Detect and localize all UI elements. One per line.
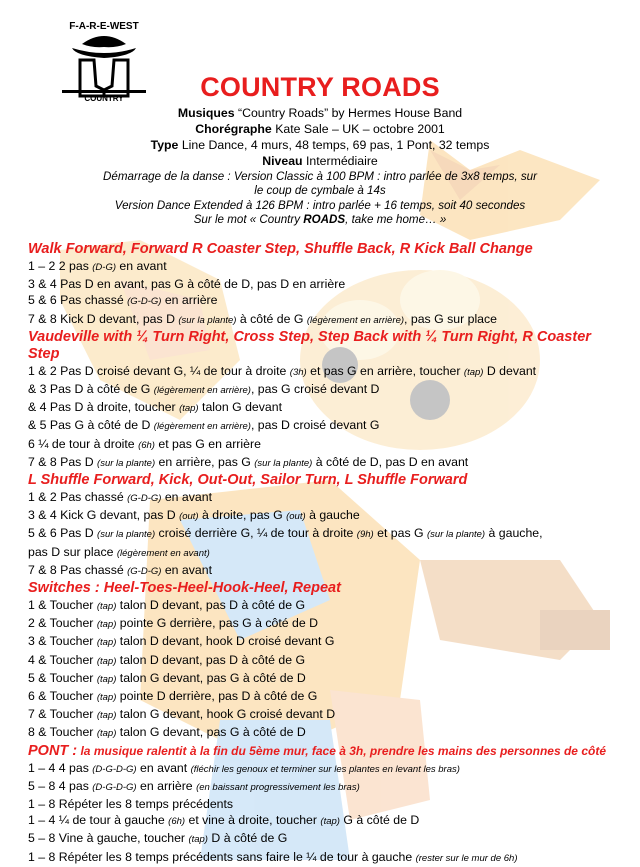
step-line: & 3 Pas D à côté de G (légèrement en arrière), pas G croisé devant D <box>28 382 380 397</box>
choreographer-label: Chorégraphe <box>195 122 272 136</box>
step-sheet <box>28 241 618 867</box>
choreographer-value: Kate Sale – UK – octobre 2001 <box>275 122 445 136</box>
step-line: 3 & 4 Pas D en avant, pas G à côté de D, pas D en arrière <box>28 277 346 292</box>
section-title: L Shuffle Forward, Kick, Out-Out, Sailor Turn, L Shuffle Forward <box>28 472 468 489</box>
level-value: Intermédiaire <box>305 154 378 168</box>
level-label: Niveau <box>262 154 303 168</box>
step-line: 7 & 8 Kick D devant, pas D (sur la plante) à côté de G (légèrement en arrière), pas G sur place <box>28 311 498 326</box>
type-value: Line Dance, 4 murs, 48 temps, 69 pas, 1 Pont, 32 temps <box>181 138 490 152</box>
start-info-3: Sur le mot « Country ROADS, take me home… » <box>193 213 447 226</box>
step-line: 3 & Toucher (tap) talon D devant, hook D croisé devant G <box>28 634 335 649</box>
start-info-1: Démarrage de la danse : Version Classic à 100 BPM : intro parlée de 3x8 temps, sur le coup de cymbale à 14s <box>103 170 537 197</box>
step-line: 5 – 8 4 pas (D-G-D-G) en arrière (en baissant progressivement les bras) <box>28 778 360 793</box>
step-line: 1 – 4 4 pas (D-G-D-G) en avant (fléchir les genoux et terminer sur les plantes en levant les bras) <box>28 760 460 775</box>
step-line: 1 & Toucher (tap) talon D devant, pas D à côté de G <box>28 598 306 613</box>
step-line: 5 & 6 Pas D (sur la plante) croisé derrière G, ¼ de tour à droite (9h) et pas G (sur la plante) à gauche, <box>28 526 543 541</box>
dance-title: COUNTRY ROADS <box>200 72 440 102</box>
step-line: & 5 Pas G à côté de D (légèrement en arrière), pas D croisé devant G <box>28 418 380 433</box>
section-title: Switches : Heel-Toes-Heel-Hook-Heel, Repeat <box>28 580 341 597</box>
logo-bottom-text: COUNTRY <box>84 94 124 102</box>
step-line: 1 – 8 Répéter les 8 temps précédents sans faire le ¼ de tour à gauche (rester sur le mur de 6h) <box>28 849 518 864</box>
step-line: 8 & Toucher (tap) talon G devant, pas G à côté de D <box>28 725 306 740</box>
step-line: 1 – 4 ¼ de tour à gauche (6h) et vine à droite, toucher (tap) G à côté de D <box>28 813 420 828</box>
step-line: 5 & 6 Pas chassé (G-D-G) en arrière <box>28 293 218 308</box>
logo-top-text: F-A-R-E-WEST <box>69 21 139 32</box>
step-line: 7 & 8 Pas chassé (G-D-G) en avant <box>28 562 213 577</box>
section-title: Walk Forward, Forward R Coaster Step, Shuffle Back, R Kick Ball Change <box>28 241 533 257</box>
section-title: PONT : la musique ralentit à la fin du 5ème mur, face à 3h, prendre les mains des personnes de côté <box>28 742 606 759</box>
step-line: 2 & Toucher (tap) pointe G derrière, pas G à côté de D <box>28 616 319 631</box>
music-line <box>0 105 640 121</box>
choreographer-line <box>0 121 640 137</box>
section-title: Vaudeville with ¼ Turn Right, Cross Step, Step Back with ¼ Turn Right, R Coaster Step <box>28 328 591 362</box>
step-line: 1 – 8 Répéter les 8 temps précédents <box>28 797 234 812</box>
level-line <box>0 153 640 169</box>
step-line: 5 – 8 Vine à gauche, toucher (tap) D à côté de G <box>28 831 288 846</box>
type-label: Type <box>150 138 179 152</box>
step-line: 7 & Toucher (tap) talon G devant, hook G croisé devant D <box>28 707 336 722</box>
type-line <box>0 137 640 153</box>
step-line: pas D sur place (légèrement en avant) <box>28 544 210 559</box>
start-info-2: Version Dance Extended à 126 BPM : intro parlée + 16 temps, soit 40 secondes <box>114 199 526 212</box>
step-line: 5 & Toucher (tap) talon G devant, pas G à côté de D <box>28 670 306 685</box>
step-line: 1 & 2 Pas D croisé devant G, ¼ de tour à droite (3h) et pas G en arrière, toucher (tap) D devant <box>28 363 537 378</box>
step-line: 3 & 4 Kick G devant, pas D (out) à droite, pas G (out) à gauche <box>28 508 360 523</box>
music-label: Musiques <box>177 106 235 120</box>
step-line: 4 & Toucher (tap) talon D devant, pas D à côté de G <box>28 652 306 667</box>
step-line: 7 & 8 Pas D (sur la plante) en arrière, pas G (sur la plante) à côté de D, pas D en avant <box>28 454 469 469</box>
step-line: 6 ¼ de tour à droite (6h) et pas G en arrière <box>28 436 261 451</box>
music-value: “Country Roads” by Hermes House Band <box>237 106 463 120</box>
step-line: & 4 Pas D à droite, toucher (tap) talon G devant <box>28 400 283 415</box>
step-line: 1 & 2 Pas chassé (G-D-G) en avant <box>28 490 213 505</box>
step-line: 6 & Toucher (tap) pointe D derrière, pas D à côté de G <box>28 689 318 704</box>
step-line: 1 – 2 2 pas (D-G) en avant <box>28 259 167 273</box>
